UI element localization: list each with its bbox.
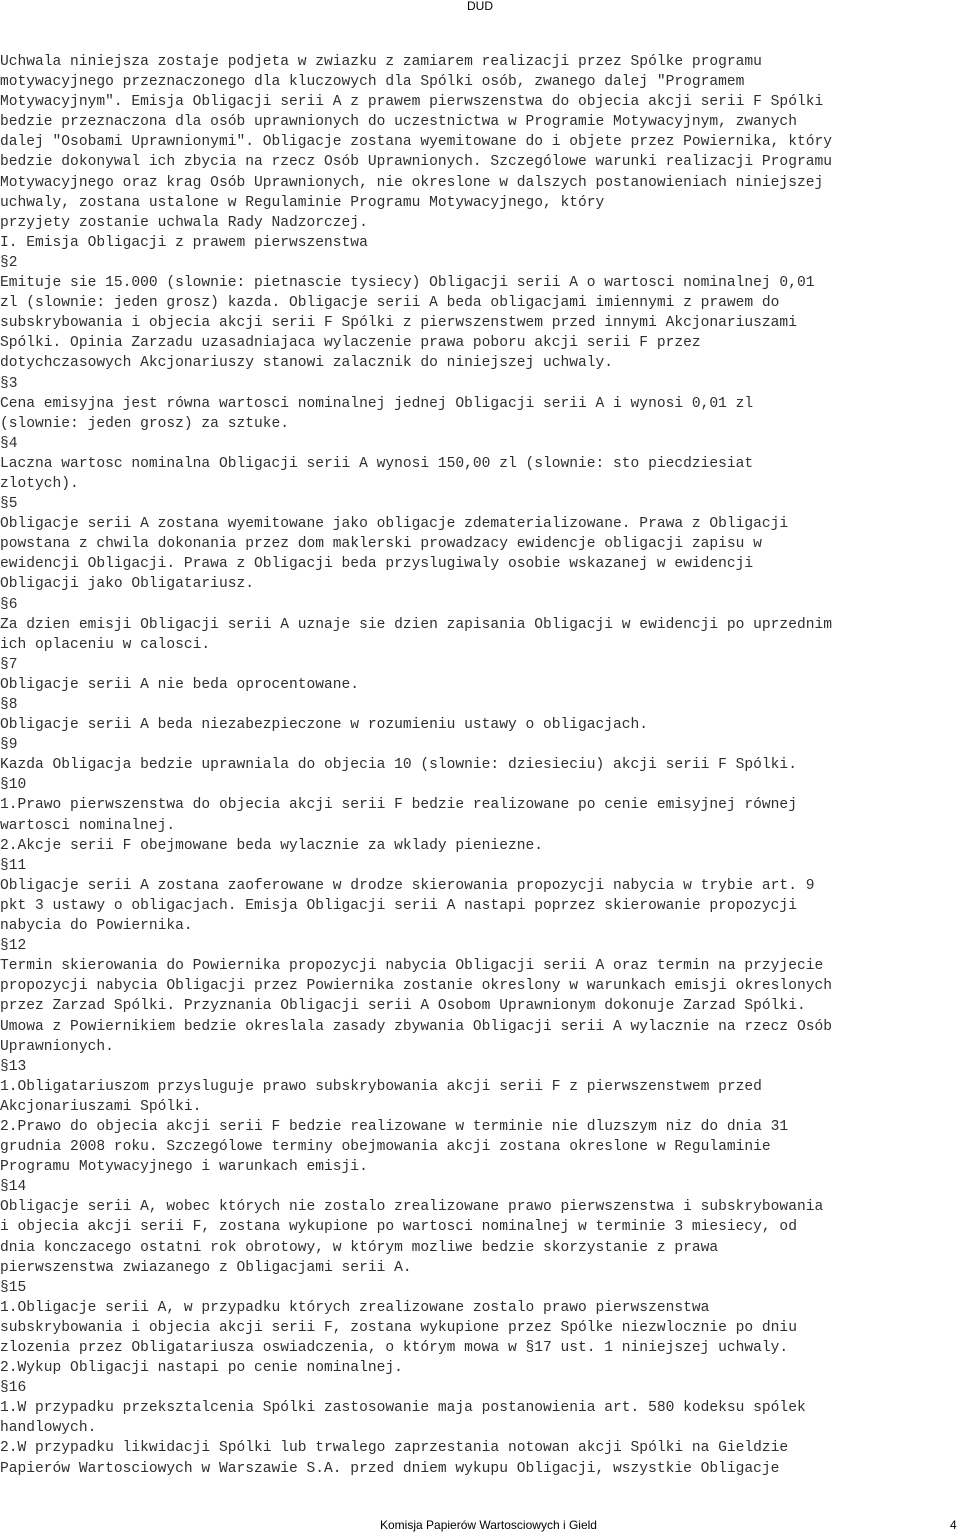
document-line: propozycji nabycia Obligacji przez Powiernika zostanie okreslony w warunkach emisji okreslonych — [0, 978, 832, 995]
document-line: bedzie dokonywal ich zbycia na rzecz Osób Uprawnionych. Szczególowe warunki realizacji Programu — [0, 154, 832, 171]
document-line: Termin skierowania do Powiernika propozycji nabycia Obligacji serii A oraz termin na przyjecie — [0, 958, 824, 975]
document-line: Spólki. Opinia Zarzadu uzasadniajaca wylaczenie prawa poboru akcji serii F przez — [0, 335, 701, 352]
document-line: Obligacji jako Obligatariusz. — [0, 576, 254, 593]
document-line: Obligacje serii A zostana wyemitowane jako obligacje zdematerializowane. Prawa z Obligacji — [0, 516, 789, 533]
document-line: §15 — [0, 1279, 27, 1296]
document-line: §7 — [0, 656, 18, 673]
document-line: 2.Prawo do objecia akcji serii F bedzie realizowane w terminie nie dluzszym niz do dnia 31 — [0, 1118, 789, 1135]
page-number: 4 — [950, 1518, 957, 1532]
document-line: Uchwala niniejsza zostaje podjeta w zwiazku z zamiarem realizacji przez Spólke programu — [0, 54, 762, 70]
document-line: I. Emisja Obligacji z prawem pierwszenstwa — [0, 234, 368, 251]
document-line: subskrybowania i objecia akcji serii F Spólki z pierwszenstwem przed innymi Akcjonariuszami — [0, 315, 797, 332]
document-line: Za dzien emisji Obligacji serii A uznaje sie dzien zapisania Obligacji w ewidencji po uprzednim — [0, 616, 832, 633]
document-line: przez Zarzad Spólki. Przyznania Obligacji serii A Osobom Uprawnionym dokonuje Zarzad Spólki. — [0, 998, 806, 1015]
document-line: zl (slownie: jeden grosz) kazda. Obligacje serii A beda obligacjami imiennymi z prawem do — [0, 295, 780, 312]
document-line: 2.Akcje serii F obejmowane beda wylacznie za wklady pieniezne. — [0, 837, 543, 854]
document-line: Programu Motywacyjnego i warunkach emisji. — [0, 1159, 368, 1176]
document-line: dnia konczacego ostatni rok obrotowy, w którym mozliwe bedzie skorzystanie z prawa — [0, 1239, 719, 1256]
document-line: motywacyjnego przeznaczonego dla kluczowych dla Spólki osób, zwanego dalej "Programem — [0, 74, 745, 91]
document-line: zlotych). — [0, 475, 79, 492]
document-line: §14 — [0, 1179, 27, 1196]
page-header-title: DUD — [467, 0, 493, 13]
document-line: Obligacje serii A nie beda oprocentowane. — [0, 676, 360, 693]
document-line: Umowa z Powiernikiem bedzie okreslala zasady zbywania Obligacji serii A wylacznie na rzecz Osób — [0, 1018, 832, 1035]
document-line: Obligacje serii A beda niezabezpieczone w rozumieniu ustawy o obligacjach. — [0, 717, 649, 734]
document-line: 1.Prawo pierwszenstwa do objecia akcji serii F bedzie realizowane po cenie emisyjnej równej — [0, 797, 797, 814]
document-line: §3 — [0, 375, 18, 392]
document-line: subskrybowania i objecia akcji serii F, zostana wykupione przez Spólke niezwlocznie po dniu — [0, 1319, 797, 1336]
document-line: 1.Obligacje serii A, w przypadku których zrealizowane zostalo prawo pierwszenstwa — [0, 1299, 710, 1316]
document-line: Akcjonariuszami Spólki. — [0, 1098, 202, 1115]
document-line: ewidencji Obligacji. Prawa z Obligacji beda przyslugiwaly osobie wskazanej w ewidencji — [0, 556, 754, 573]
document-line: uchwaly, zostana ustalone w Regulaminie Programu Motywacyjnego, który — [0, 194, 605, 211]
document-line: Cena emisyjna jest równa wartosci nominalnej jednej Obligacji serii A i wynosi 0,01 zl — [0, 395, 754, 412]
document-line: wartosci nominalnej. — [0, 817, 176, 834]
document-line: 2.W przypadku likwidacji Spólki lub trwalego zaprzestania notowan akcji Spólki na Gieldzie — [0, 1440, 789, 1457]
footer-organization: Komisja Papierów Wartosciowych i Gield — [380, 1518, 597, 1532]
document-line: Uprawnionych. — [0, 1038, 114, 1055]
document-line: Motywacyjnym". Emisja Obligacji serii A z prawem pierwszenstwa do objecia akcji serii F Spólki — [0, 94, 824, 111]
document-line: Obligacje serii A zostana zaoferowane w drodze skierowania propozycji nabycia w trybie art. 9 — [0, 877, 815, 894]
document-line: dotychczasowych Akcjonariuszy stanowi zalacznik do niniejszej uchwaly. — [0, 355, 614, 372]
document-line: handlowych. — [0, 1420, 97, 1437]
document-line: Kazda Obligacja bedzie uprawniala do objecia 10 (slownie: dziesieciu) akcji serii F Spólki. — [0, 757, 797, 774]
document-line: przyjety zostanie uchwala Rady Nadzorczej. — [0, 214, 368, 231]
document-line: §2 — [0, 254, 18, 271]
document-line: 1.Obligatariuszom przysluguje prawo subskrybowania akcji serii F z pierwszenstwem przed — [0, 1078, 762, 1095]
document-line: Papierów Wartosciowych w Warszawie S.A. przed dniem wykupu Obligacji, wszystkie Obligacje — [0, 1460, 780, 1477]
document-line: §10 — [0, 777, 27, 794]
document-line: §6 — [0, 596, 18, 613]
document-line: dalej "Osobami Uprawnionymi". Obligacje zostana wyemitowane do i objete przez Powiernika, który — [0, 134, 832, 151]
document-line: nabycia do Powiernika. — [0, 918, 193, 935]
document-line: Emituje sie 15.000 (slownie: pietnascie tysiecy) Obligacji serii A o wartosci nominalnej 0,01 — [0, 275, 815, 292]
document-line: Laczna wartosc nominalna Obligacji serii A wynosi 150,00 zl (slownie: sto piecdziesiat — [0, 455, 754, 472]
document-line: pkt 3 ustawy o obligacjach. Emisja Obligacji serii A nastapi poprzez skierowanie propozycji — [0, 897, 797, 914]
document-line: powstana z chwila dokonania przez dom maklerski prowadzacy ewidencje obligacji zapisu w — [0, 536, 762, 553]
document-line: Obligacje serii A, wobec których nie zostalo zrealizowane prawo pierwszenstwa i subskrybowania — [0, 1199, 824, 1216]
document-line: grudnia 2008 roku. Szczególowe terminy obejmowania akcji zostana okreslone w Regulaminie — [0, 1139, 771, 1156]
document-line: Motywacyjnego oraz krag Osób Uprawnionych, nie okreslone w dalszych postanowieniach niniejszej — [0, 174, 824, 191]
document-line: (slownie: jeden grosz) za sztuke. — [0, 415, 290, 432]
document-line: §8 — [0, 697, 18, 713]
document-line: 2.Wykup Obligacji nastapi po cenie nominalnej. — [0, 1360, 403, 1377]
document-line: §11 — [0, 857, 27, 874]
document-line: §5 — [0, 496, 18, 513]
document-line: zlozenia przez Obligatariusza oswiadczenia, o którym mowa w §17 ust. 1 niniejszej uchwaly. — [0, 1340, 789, 1356]
document-line: §12 — [0, 938, 27, 955]
document-line: 1.W przypadku przeksztalcenia Spólki zastosowanie maja postanowienia art. 580 kodeksu spólek — [0, 1400, 806, 1417]
document-line: bedzie przeznaczona dla osób uprawnionych do uczestnictwa w Programie Motywacyjnym, zwanych — [0, 114, 797, 131]
document-line: §16 — [0, 1380, 27, 1397]
document-line: §4 — [0, 435, 18, 452]
document-line: i objecia akcji serii F, zostana wykupione po wartosci nominalnej w terminie 3 miesiecy, od — [0, 1219, 797, 1236]
document-body — [0, 52, 960, 1479]
document-line: pierwszenstwa zwiazanego z Obligacjami serii A. — [0, 1259, 412, 1276]
document-line: §9 — [0, 737, 18, 754]
document-line: §13 — [0, 1058, 27, 1075]
document-line: ich oplaceniu w calosci. — [0, 636, 211, 653]
